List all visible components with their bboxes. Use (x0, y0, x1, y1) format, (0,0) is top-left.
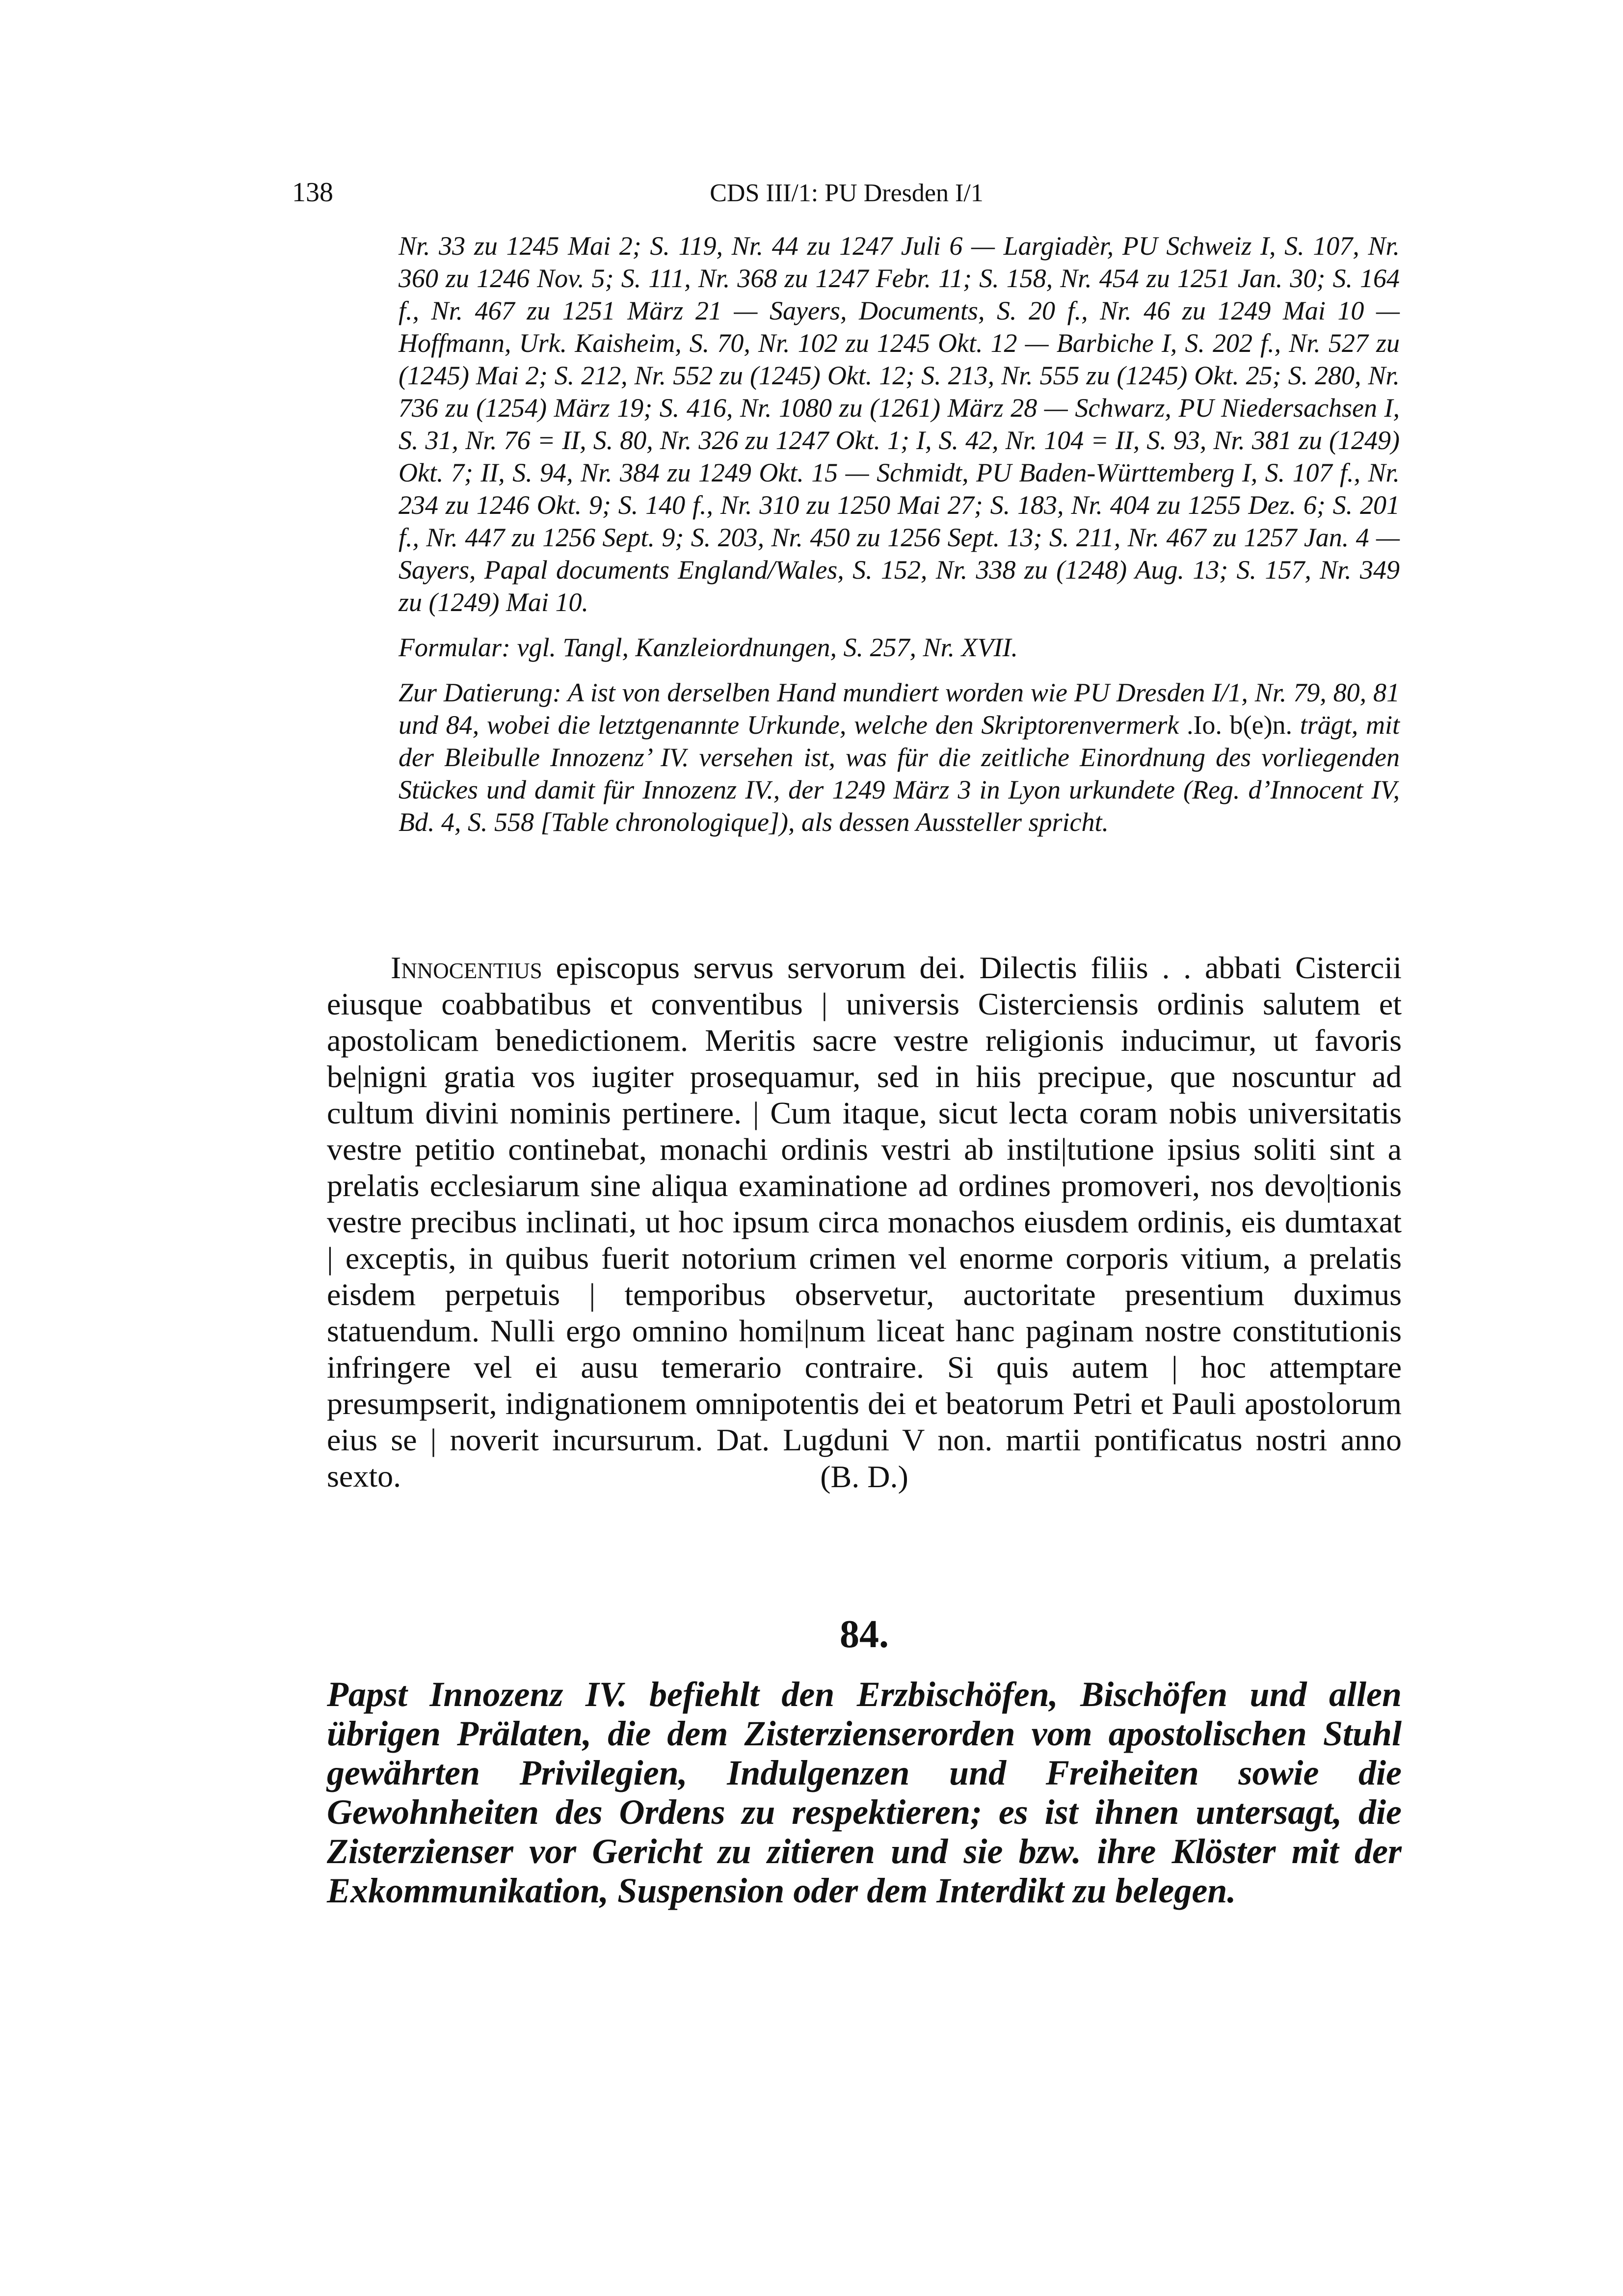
document-text-body: episcopus servus servorum dei. Dilectis filiis . . abbati Cistercii eiusque coabbatibus et conventibus | universis Cisterciensis ordinis salutem et apostolicam benedictionem. Meritis sacre vestre religionis inducimur, ut favoris be|nigni gratia vos iugiter prosequamur, sed in hiis precipue, que noscuntur ad cultum divini nominis pertinere. | Cum itaque, sicut lecta coram nobis universitatis vestre petitio continebat, monachi ordinis vestri ab insti|tutione ipsius soliti sint a prelatis ecclesiarum sine aliqua examinatione ad ordines promoveri, nos devo|tionis vestre precibus inclinati, ut hoc ipsum circa monachos eiusdem ordinis, eis dumtaxat | exceptis, in quibus fuerit notorium crimen vel enorme corporis vitium, a prelatis eisdem perpetuis | temporibus observetur, auctoritate presentium duximus statuendum. Nulli ergo omnino homi|num liceat hanc paginam nostre constitutionis infringere vel ei ausu temerario contraire. Si quis autem | hoc attemptare presumpserit, indignationem omnipotentis dei et beatorum Petri et Pauli apostolorum eius se | noverit incursurum. Dat. Lugduni V non. martii pontificatus nostri anno sexto. (327, 950, 1402, 1494)
formular-paragraph: Formular: vgl. Tangl, Kanzleiordnungen, S. 257, Nr. XVII. (399, 633, 1018, 662)
page-header (292, 177, 1401, 216)
datierung-text-start: Zur Datierung: A ist von derselben Hand mundiert worden wie PU Dresden I/1, Nr. 79, 80, 81 und 84, wobei die letztgenannte Urkunde, welche den Skriptorenvermerk (399, 678, 1400, 740)
incipit: Innocentius (391, 950, 542, 985)
critical-apparatus (399, 230, 1400, 851)
datierung-text-end: trägt, mit der Bleibulle Innozenz’ IV. versehen ist, was für die zeitliche Einordnung des vorliegenden Stückes und damit für Innozenz IV., der 1249 März 3 in Lyon urkundete (Reg. d’Innocent IV, Bd. 4, S. 558 [Table chronologique]), als dessen Aussteller spricht. (399, 710, 1400, 837)
document-text-paragraph (327, 950, 1402, 1495)
document-number: 84. (840, 1613, 889, 1656)
seal-note: (B. D.) (820, 1459, 908, 1494)
page-number: 138 (292, 177, 333, 208)
running-title: CDS III/1: PU Dresden I/1 (710, 179, 984, 207)
document-text (327, 950, 1402, 1495)
regest-summary: Papst Innozenz IV. befiehlt den Erzbischöfen, Bischöfen und allen übrigen Prälaten, die dem Zisterzienserorden vom apostolischen Stuhl gewährten Privilegien, Indulgenzen und Freiheiten sowie die Gewohnheiten des Ordens zu respektieren; es ist ihnen untersagt, die Zisterzienser vor Gericht zu zitieren und sie bzw. ihre Klöster mit der Exkommunikation, Suspension oder dem Interdikt zu belegen. (327, 1675, 1402, 1910)
scriptor-mark: .Io. b(e)n. (1179, 710, 1300, 740)
datierung-paragraph (399, 676, 1400, 838)
references-paragraph: Nr. 33 zu 1245 Mai 2; S. 119, Nr. 44 zu 1247 Juli 6 — Largiadèr, PU Schweiz I, S. 107, Nr. 360 zu 1246 Nov. 5; S. 111, Nr. 368 zu 1247 Febr. 11; S. 158, Nr. 454 zu 1251 Jan. 30; S. 164 f., Nr. 467 zu 1251 März 21 — Sayers, Documents, S. 20 f., Nr. 46 zu 1249 Mai 10 — Hoffmann, Urk. Kaisheim, S. 70, Nr. 102 zu 1245 Okt. 12 — Barbiche I, S. 202 f., Nr. 527 zu (1245) Mai 2; S. 212, Nr. 552 zu (1245) Okt. 12; S. 213, Nr. 555 zu (1245) Okt. 25; S. 280, Nr. 736 zu (1254) März 19; S. 416, Nr. 1080 zu (1261) März 28 — Schwarz, PU Niedersachsen I, S. 31, Nr. 76 = II, S. 80, Nr. 326 zu 1247 Okt. 1; I, S. 42, Nr. 104 = II, S. 93, Nr. 381 zu (1249) Okt. 7; II, S. 94, Nr. 384 zu 1249 Okt. 15 — Schmidt, PU Baden-Württemberg I, S. 107 f., Nr. 234 zu 1246 Okt. 9; S. 140 f., Nr. 310 zu 1250 Mai 27; S. 183, Nr. 404 zu 1255 Dez. 6; S. 201 f., Nr. 447 zu 1256 Sept. 9; S. 203, Nr. 450 zu 1256 Sept. 13; S. 211, Nr. 467 zu 1257 Jan. 4 — Sayers, Papal documents England/Wales, S. 152, Nr. 338 zu (1248) Aug. 13; S. 157, Nr. 349 zu (1249) Mai 10. (399, 231, 1400, 617)
